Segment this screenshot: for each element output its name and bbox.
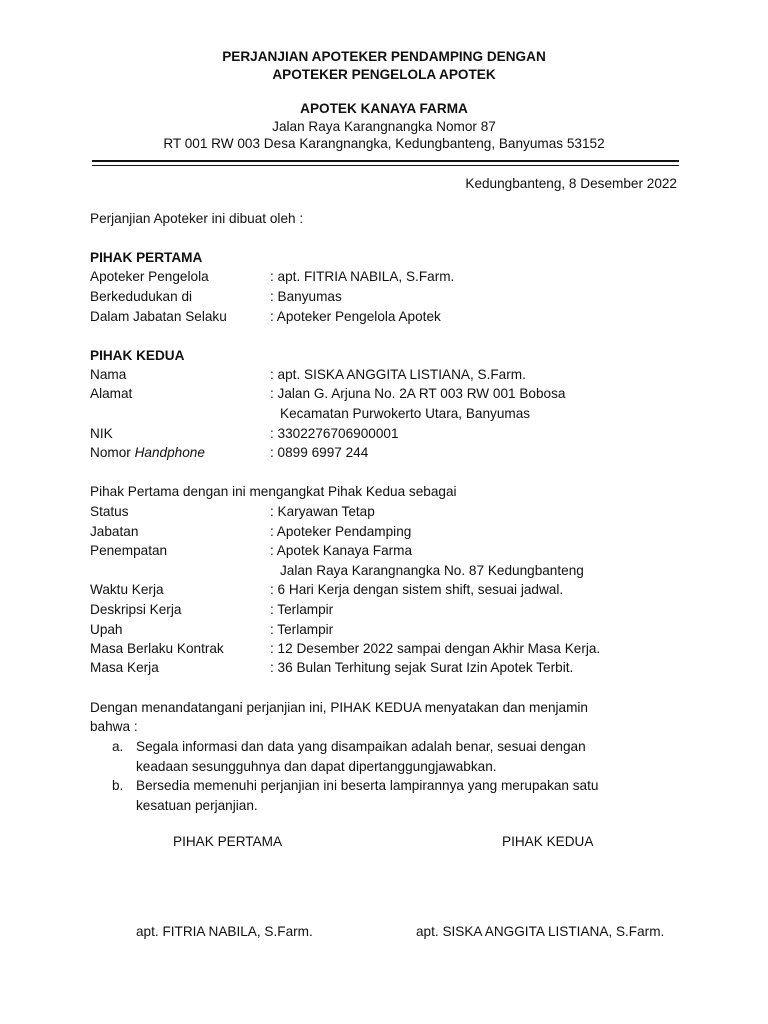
pp-value-apoteker: : apt. FITRIA NABILA, S.Farm. xyxy=(270,269,455,284)
value-status: : Karyawan Tetap xyxy=(270,504,375,519)
signature-right-title: PIHAK KEDUA xyxy=(502,834,594,849)
document-title-line2: APOTEKER PENGELOLA APOTEK xyxy=(272,67,496,82)
pk-label-handphone xyxy=(90,444,205,462)
pk-value-alamat-line1: : Jalan G. Arjuna No. 2A RT 003 RW 001 Bobosa xyxy=(270,386,566,401)
signature-left-title: PIHAK PERTAMA xyxy=(173,834,283,849)
pk-value-alamat-line2: Kecamatan Purwokerto Utara, Banyumas xyxy=(280,406,531,421)
statement-line2: bahwa : xyxy=(90,719,138,734)
value-masa-berlaku: : 12 Desember 2022 sampai dengan Akhir Masa Kerja. xyxy=(270,641,601,656)
pk-label-nama: Nama xyxy=(90,367,127,382)
company-name: APOTEK KANAYA FARMA xyxy=(300,101,468,116)
label-penempatan: Penempatan xyxy=(90,543,168,558)
statement-item-a-marker: a. xyxy=(112,739,124,754)
value-jabatan: : Apoteker Pendamping xyxy=(270,524,412,539)
place-date: Kedungbanteng, 8 Desember 2022 xyxy=(465,176,677,191)
document-title-line1: PERJANJIAN APOTEKER PENDAMPING DENGAN xyxy=(222,49,546,64)
appointment-intro: Pihak Pertama dengan ini mengangkat Pihak Kedua sebagai xyxy=(90,484,457,499)
company-address-line2: RT 001 RW 003 Desa Karangnangka, Kedungbanteng, Banyumas 53152 xyxy=(163,136,605,151)
statement-item-a-line2: keadaan sesungguhnya dan dapat dipertanggungjawabkan. xyxy=(136,759,497,774)
statement-line1: Dengan menandatangani perjanjian ini, PIHAK KEDUA menyatakan dan menjamin xyxy=(90,700,588,715)
pk-label-alamat: Alamat xyxy=(90,386,133,401)
pp-label-kedudukan: Berkedudukan di xyxy=(90,289,193,304)
pp-label-jabatan: Dalam Jabatan Selaku xyxy=(90,309,227,324)
value-masa-kerja: : 36 Bulan Terhitung sejak Surat Izin Apotek Terbit. xyxy=(270,660,574,675)
signature-left-name: apt. FITRIA NABILA, S.Farm. xyxy=(136,924,313,939)
value-deskripsi-kerja: : Terlampir xyxy=(270,602,334,617)
label-status: Status xyxy=(90,504,129,519)
signature-right-name: apt. SISKA ANGGITA LISTIANA, S.Farm. xyxy=(416,924,665,939)
pk-value-nama: : apt. SISKA ANGGITA LISTIANA, S.Farm. xyxy=(270,367,526,382)
value-penempatan-line1: : Apotek Kanaya Farma xyxy=(270,543,413,558)
intro-text: Perjanjian Apoteker ini dibuat oleh : xyxy=(90,211,304,226)
label-jabatan: Jabatan xyxy=(90,524,139,539)
pk-value-handphone: : 0899 6997 244 xyxy=(270,445,369,460)
pk-label-handphone-italic: Handphone xyxy=(134,445,205,460)
pp-label-apoteker: Apoteker Pengelola xyxy=(90,269,209,284)
statement-item-b-marker: b. xyxy=(112,778,124,793)
value-upah: : Terlampir xyxy=(270,622,334,637)
label-waktu-kerja: Waktu Kerja xyxy=(90,582,164,597)
pp-value-jabatan: : Apoteker Pengelola Apotek xyxy=(270,309,441,324)
label-masa-kerja: Masa Kerja xyxy=(90,660,159,675)
value-penempatan-line2: Jalan Raya Karangnangka No. 87 Kedungbanteng xyxy=(280,563,584,578)
pk-label-handphone-prefix: Nomor xyxy=(90,445,131,460)
header-divider-thin xyxy=(92,165,679,166)
company-address-line1: Jalan Raya Karangnangka Nomor 87 xyxy=(272,119,496,134)
label-deskripsi-kerja: Deskripsi Kerja xyxy=(90,602,182,617)
pp-value-kedudukan: : Banyumas xyxy=(270,289,342,304)
value-waktu-kerja: : 6 Hari Kerja dengan sistem shift, sesuai jadwal. xyxy=(270,582,564,597)
statement-item-a-line1: Segala informasi dan data yang disampaikan adalah benar, sesuai dengan xyxy=(136,739,586,754)
label-masa-berlaku: Masa Berlaku Kontrak xyxy=(90,641,224,656)
statement-item-b-line1: Bersedia memenuhi perjanjian ini beserta lampirannya yang merupakan satu xyxy=(136,778,599,793)
pk-value-nik: : 3302276706900001 xyxy=(270,426,399,441)
statement-item-b-line2: kesatuan perjanjian. xyxy=(136,798,258,813)
pihak-pertama-heading: PIHAK PERTAMA xyxy=(90,250,203,265)
pihak-kedua-heading: PIHAK KEDUA xyxy=(90,348,185,363)
pk-label-nik: NIK xyxy=(90,426,113,441)
label-upah: Upah xyxy=(90,622,123,637)
header-divider-thick xyxy=(92,160,679,162)
